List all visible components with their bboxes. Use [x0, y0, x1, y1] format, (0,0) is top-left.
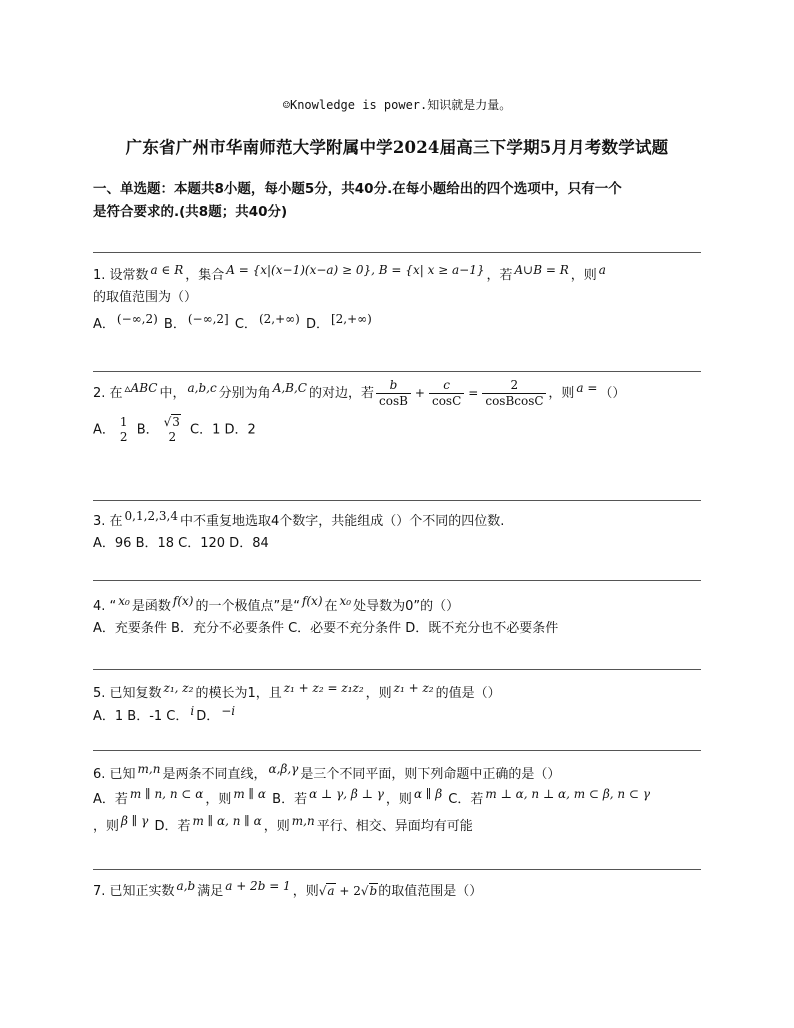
question-text: ，则	[263, 819, 290, 834]
question-text: ，则	[205, 792, 232, 807]
answer-options	[93, 313, 705, 336]
question-text: 是函数	[131, 599, 171, 614]
page-title: 广东省广州市华南师范大学附属中学2024届高三下学期5月月考数学试题	[125, 138, 669, 157]
option-b-math: (−∞,2]	[187, 312, 229, 326]
divider	[93, 580, 701, 581]
section-instructions	[93, 178, 705, 224]
answer-options: A．96 B．18 C．120 D．84	[93, 536, 269, 551]
fraction-denominator: cosB	[379, 394, 408, 408]
math-expr: ▵ABC	[124, 381, 158, 395]
option-b-label: B．	[136, 422, 159, 438]
question-text: 4. “	[93, 599, 117, 614]
fraction	[376, 378, 411, 409]
question-6	[93, 763, 705, 838]
math-expr: A,B,C	[272, 381, 307, 395]
math-expr: z₁ + z₂	[393, 681, 434, 695]
math-expr: f(x)	[301, 594, 323, 608]
math-operator: + 2	[335, 884, 361, 898]
option-d-math: m ∥ α, n ∥ α	[192, 814, 262, 828]
question-text: 的取值范围为（）	[93, 290, 198, 305]
divider	[93, 669, 701, 670]
question-text: ，则	[93, 819, 120, 834]
option-d-label: D．	[196, 709, 220, 724]
question-1	[93, 264, 705, 336]
question-text: ，则	[385, 792, 412, 807]
fraction-numerator: 2	[482, 378, 546, 394]
option-b-label: B．若	[272, 792, 308, 807]
question-text: 分别为角	[218, 386, 271, 401]
question-text: 3. 在	[93, 514, 123, 529]
math-expr: z₁ + z₂ = z₁z₂	[283, 681, 364, 695]
answer-options: A．充要条件 B．充分不必要条件 C．必要不充分条件 D．既不充分也不必要条件	[93, 621, 559, 636]
question-text: 中不重复地选取4个数字，共能组成（）个不同的四位数.	[179, 514, 505, 529]
math-expr: a,b	[176, 879, 196, 893]
sqrt-expr	[319, 883, 378, 898]
question-text: 的值是（）	[435, 686, 501, 701]
question-5	[93, 682, 705, 728]
math-expr: a,b,c	[187, 381, 217, 395]
fraction	[429, 378, 464, 409]
question-2	[93, 378, 705, 445]
fraction-numerator: c	[429, 378, 464, 394]
answer-options	[93, 415, 705, 445]
divider	[93, 252, 701, 253]
question-text: 是三个不同平面，则下列命题中正确的是（）	[300, 767, 561, 782]
fraction-numerator	[161, 415, 184, 430]
question-text: 的取值范围是（）	[378, 884, 483, 899]
option-a-label: A．	[93, 422, 115, 438]
math-expr: m,n	[137, 762, 161, 776]
option-c-math: i	[190, 704, 195, 718]
fraction-denominator: 2	[119, 430, 128, 444]
question-text: 的对边，若	[308, 386, 374, 401]
option-a-math: m ∥ α	[233, 787, 267, 801]
math-expr: a =	[576, 381, 598, 395]
math-expr: a ∈ R	[150, 263, 184, 277]
question-text: 是两条不同直线，	[162, 767, 267, 782]
math-operator: +	[414, 386, 425, 400]
question-text: 在	[324, 599, 338, 614]
question-text: 中，	[159, 386, 186, 401]
math-expr: x₀	[339, 594, 352, 608]
question-text: ，则	[570, 268, 597, 283]
question-text: 1. 设常数	[93, 268, 149, 283]
question-text: ，若	[486, 268, 513, 283]
option-a-label: A．	[93, 317, 115, 332]
divider	[93, 750, 701, 751]
question-text: 平行、相交、异面均有可能	[316, 819, 473, 834]
sqrt-sign: √	[360, 884, 369, 898]
sqrt-sign: √	[163, 415, 172, 429]
question-text: 7. 已知正实数	[93, 884, 175, 899]
option-c-math: β ∥ γ	[121, 814, 149, 828]
math-expr: x₀	[118, 594, 130, 608]
option-c-label: C．	[234, 317, 257, 332]
question-text: 的模长为1，且	[195, 686, 282, 701]
option-rest: C．1 D．2	[190, 422, 256, 438]
divider	[93, 500, 701, 501]
sqrt-radicand: 3	[172, 415, 180, 429]
option-d-math: m,n	[291, 814, 315, 828]
option-b-math: α ∥ β	[413, 787, 443, 801]
sqrt-radicand: b	[369, 884, 378, 898]
option-text: A．1 B．-1 C．	[93, 709, 189, 724]
fraction-denominator: cosC	[431, 394, 462, 408]
option-d-label: D．	[305, 317, 329, 332]
option-c-math: m ⊥ α, n ⊥ α, m ⊂ β, n ⊂ γ	[485, 787, 650, 801]
math-expr: f(x)	[172, 594, 194, 608]
math-expr: 0,1,2,3,4	[124, 509, 178, 523]
option-c-math: (2,+∞)	[258, 312, 300, 326]
option-a-math: (−∞,2)	[116, 312, 158, 326]
question-text: （）	[599, 386, 626, 401]
fraction-denominator: cosBcosC	[485, 394, 544, 408]
option-d-math: [2,+∞)	[330, 312, 372, 326]
option-d-label: D．若	[154, 819, 191, 834]
fraction	[482, 378, 546, 409]
question-text: ，则	[292, 884, 319, 899]
question-text: 满足	[197, 884, 224, 899]
sqrt-radicand: a	[327, 884, 335, 898]
fraction-denominator: 2	[168, 430, 177, 444]
question-3	[93, 510, 705, 555]
option-a-label: A．若	[93, 792, 128, 807]
divider	[93, 869, 701, 870]
question-4	[93, 595, 705, 640]
option-b-math: α ⊥ γ, β ⊥ γ	[309, 787, 384, 801]
question-7	[93, 880, 705, 903]
math-expr: α,β,γ	[268, 762, 299, 776]
option-b-label: B．	[163, 317, 186, 332]
section-line-1: 一、单选题：本题共8小题，每小题5分，共40分.在每小题给出的四个选项中，只有一个	[93, 181, 622, 197]
option-d-math: −i	[221, 704, 236, 718]
fraction-numerator: 1	[119, 415, 128, 429]
math-expr: a	[598, 263, 606, 277]
math-expr: a + 2b = 1	[225, 879, 291, 893]
math-expr: z₁, z₂	[163, 681, 194, 695]
question-text: 的一个极值点”是“	[195, 599, 300, 614]
question-text: 2. 在	[93, 386, 123, 401]
question-text: 5. 已知复数	[93, 686, 162, 701]
fraction	[161, 415, 184, 445]
answer-options	[93, 705, 705, 728]
question-text: ，则	[365, 686, 392, 701]
question-text: ，集合	[185, 268, 225, 283]
option-a-math: m ∥ n, n ⊂ α	[129, 787, 204, 801]
math-expr: A∪B = R	[514, 263, 569, 277]
option-c-label: C．若	[448, 792, 484, 807]
fraction-numerator: b	[376, 378, 411, 394]
question-text: ，则	[548, 386, 575, 401]
math-expr: A = {x|(x−1)(x−a) ≥ 0}, B = {x| x ≥ a−1}	[226, 263, 485, 277]
header-motto: ☺Knowledge is power.知识就是力量。	[282, 98, 512, 112]
divider	[93, 371, 701, 372]
math-operator: =	[468, 386, 479, 400]
question-text: 6. 已知	[93, 767, 136, 782]
question-text: 处导数为0”的（）	[353, 599, 460, 614]
fraction	[117, 415, 131, 445]
section-line-2: 是符合要求的.(共8题；共40分)	[93, 204, 288, 220]
sqrt-sign: √	[318, 884, 327, 898]
